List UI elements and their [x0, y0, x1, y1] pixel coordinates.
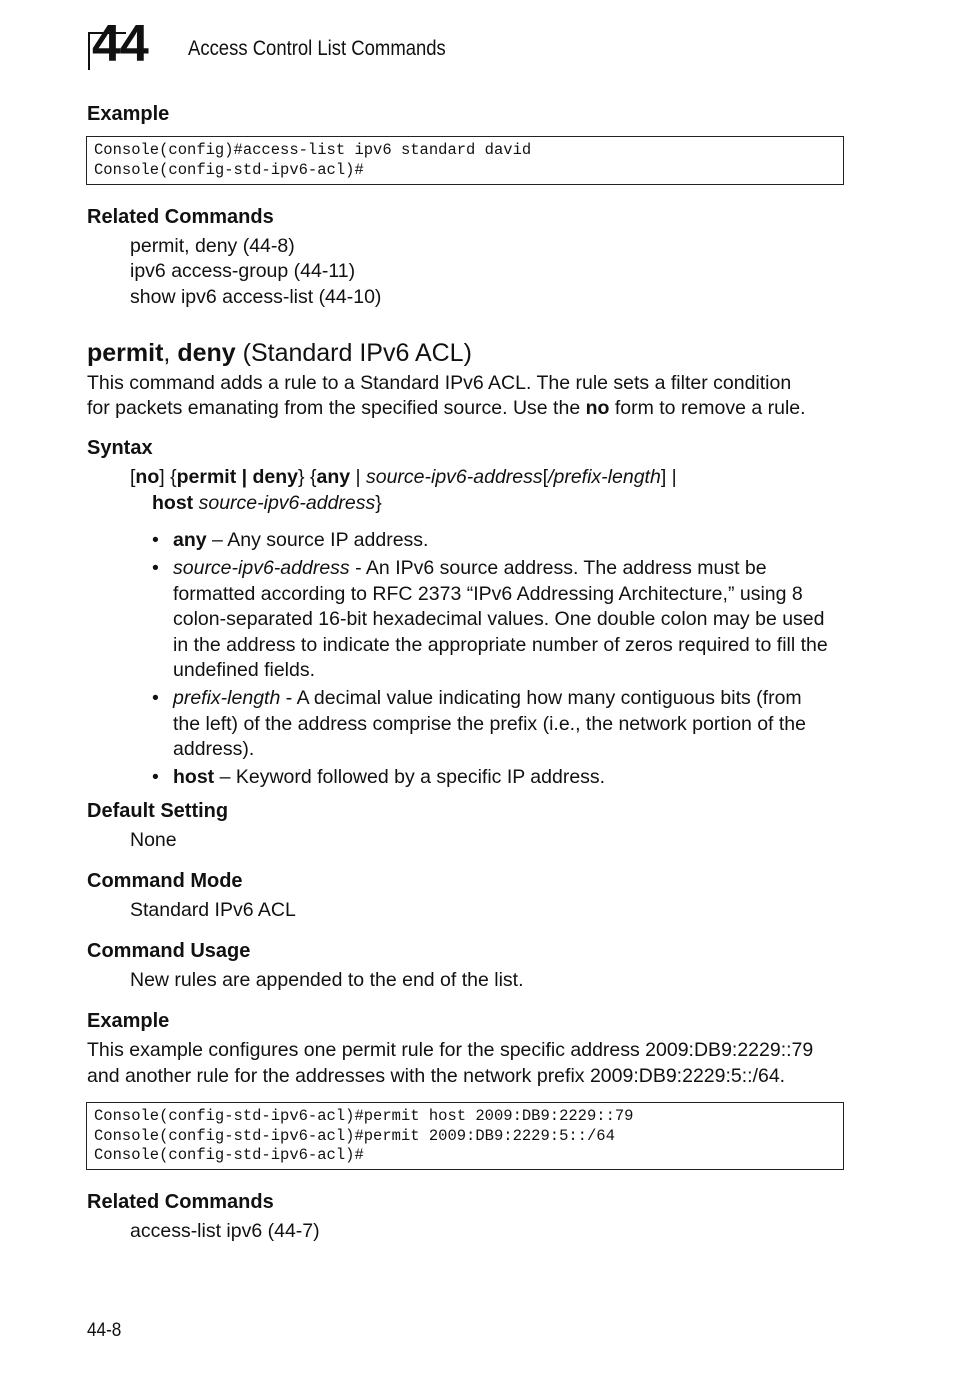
syntax-token: } — [375, 492, 382, 514]
command-usage-heading: Command Usage — [87, 940, 251, 962]
related-commands-heading: Related Commands — [87, 1191, 274, 1213]
bullet-icon: • — [152, 557, 159, 579]
param-desc: address). — [173, 738, 255, 760]
code-line: Console(config-std-ipv6-acl)# — [94, 1146, 364, 1164]
intro-text: form to remove a rule. — [609, 397, 806, 419]
syntax-token: /prefix-length — [548, 466, 661, 488]
param-desc: – Any source IP address. — [206, 529, 429, 551]
param-desc: - A decimal value indicating how many contiguous bits (from — [280, 687, 802, 709]
example-heading: Example — [87, 103, 170, 125]
syntax-token: source-ipv6-address — [365, 466, 543, 488]
bullet-icon: • — [152, 687, 159, 709]
default-setting-heading: Default Setting — [87, 800, 229, 822]
param-term: any — [173, 529, 207, 551]
param-desc: undefined fields. — [173, 659, 316, 681]
syntax-token: host — [152, 492, 194, 514]
command-mode-value: Standard IPv6 ACL — [130, 899, 296, 921]
code-line: Console(config-std-ipv6-acl)#permit 2009:DB9:2229:5::/64 — [94, 1126, 615, 1145]
syntax-token: any — [316, 466, 351, 488]
section-title — [87, 338, 472, 368]
default-setting-value: None — [130, 829, 177, 851]
running-title: Access Control List Commands — [188, 37, 446, 60]
command-mode-heading: Command Mode — [87, 870, 243, 892]
syntax-token: [ — [130, 466, 136, 488]
param-term: source-ipv6-address — [173, 557, 350, 579]
section-title-suffix: (Standard IPv6 ACL) — [235, 339, 472, 367]
page-number: 44-8 — [87, 1319, 122, 1341]
param-desc: - An IPv6 source address. The address must be — [349, 557, 767, 579]
example-heading: Example — [87, 1010, 170, 1032]
example-text: and another rule for the addresses with the network prefix 2009:DB9:2229:5::/64. — [87, 1065, 786, 1087]
param-term: prefix-length — [173, 687, 281, 709]
syntax-token: [ — [542, 466, 549, 488]
section-title-cmd1: permit — [87, 339, 164, 367]
param-desc: in the address to indicate the appropriate number of zeros required to fill the — [173, 633, 828, 656]
bullet-icon: • — [152, 529, 159, 551]
code-line: Console(config-std-ipv6-acl)#permit host 2009:DB9:2229::79 — [94, 1107, 634, 1125]
intro-text: for packets emanating from the specified source. Use the — [87, 397, 586, 419]
code-block-1 — [86, 136, 844, 185]
param-desc: – Keyword followed by a specific IP address. — [214, 766, 606, 788]
related-command-item: access-list ipv6 (44-7) — [130, 1220, 320, 1242]
example-text: This example configures one permit rule for the specific address 2009:DB9:2229::79 — [87, 1039, 814, 1061]
syntax-heading: Syntax — [87, 437, 153, 459]
syntax-token: ] | — [660, 466, 677, 488]
chapter-number: 44 — [92, 15, 148, 73]
syntax-token: | — [350, 466, 366, 488]
section-title-sep: , — [163, 339, 178, 367]
related-command-item: ipv6 access-group (44-11) — [130, 260, 356, 282]
parameter-list — [152, 528, 852, 793]
syntax-token: } { — [298, 466, 317, 488]
param-desc: formatted according to RFC 2373 “IPv6 Addressing Architecture,” using 8 — [173, 582, 803, 605]
syntax-token: no — [135, 466, 160, 488]
related-command-item: show ipv6 access-list (44-10) — [130, 286, 382, 308]
param-term: host — [173, 766, 215, 788]
code-block-2 — [86, 1102, 844, 1170]
code-line: Console(config-std-ipv6-acl)# — [94, 160, 364, 179]
list-item — [152, 686, 852, 763]
related-commands-heading: Related Commands — [87, 206, 274, 228]
intro-keyword: no — [585, 397, 610, 419]
param-desc: the left) of the address comprise the prefix (i.e., the network portion of the — [173, 712, 806, 735]
syntax-line-2 — [152, 491, 382, 517]
syntax-token: source-ipv6-address — [198, 492, 376, 514]
syntax-line-1 — [130, 465, 677, 491]
list-item — [152, 765, 852, 791]
list-item — [152, 556, 852, 684]
param-desc: colon-separated 16-bit hexadecimal values. One double colon may be used — [173, 608, 825, 630]
syntax-token: permit | deny — [176, 466, 299, 488]
related-command-item: permit, deny (44-8) — [130, 235, 295, 257]
command-usage-value: New rules are appended to the end of the list. — [130, 969, 524, 991]
section-title-cmd2: deny — [177, 339, 236, 367]
code-line: Console(config)#access-list ipv6 standard david — [94, 141, 532, 159]
intro-line-2 — [87, 396, 806, 422]
bullet-icon: • — [152, 766, 159, 788]
list-item — [152, 528, 852, 554]
syntax-token: ] { — [159, 466, 177, 488]
intro-line-1: This command adds a rule to a Standard IPv6 ACL. The rule sets a filter condition — [87, 372, 792, 394]
